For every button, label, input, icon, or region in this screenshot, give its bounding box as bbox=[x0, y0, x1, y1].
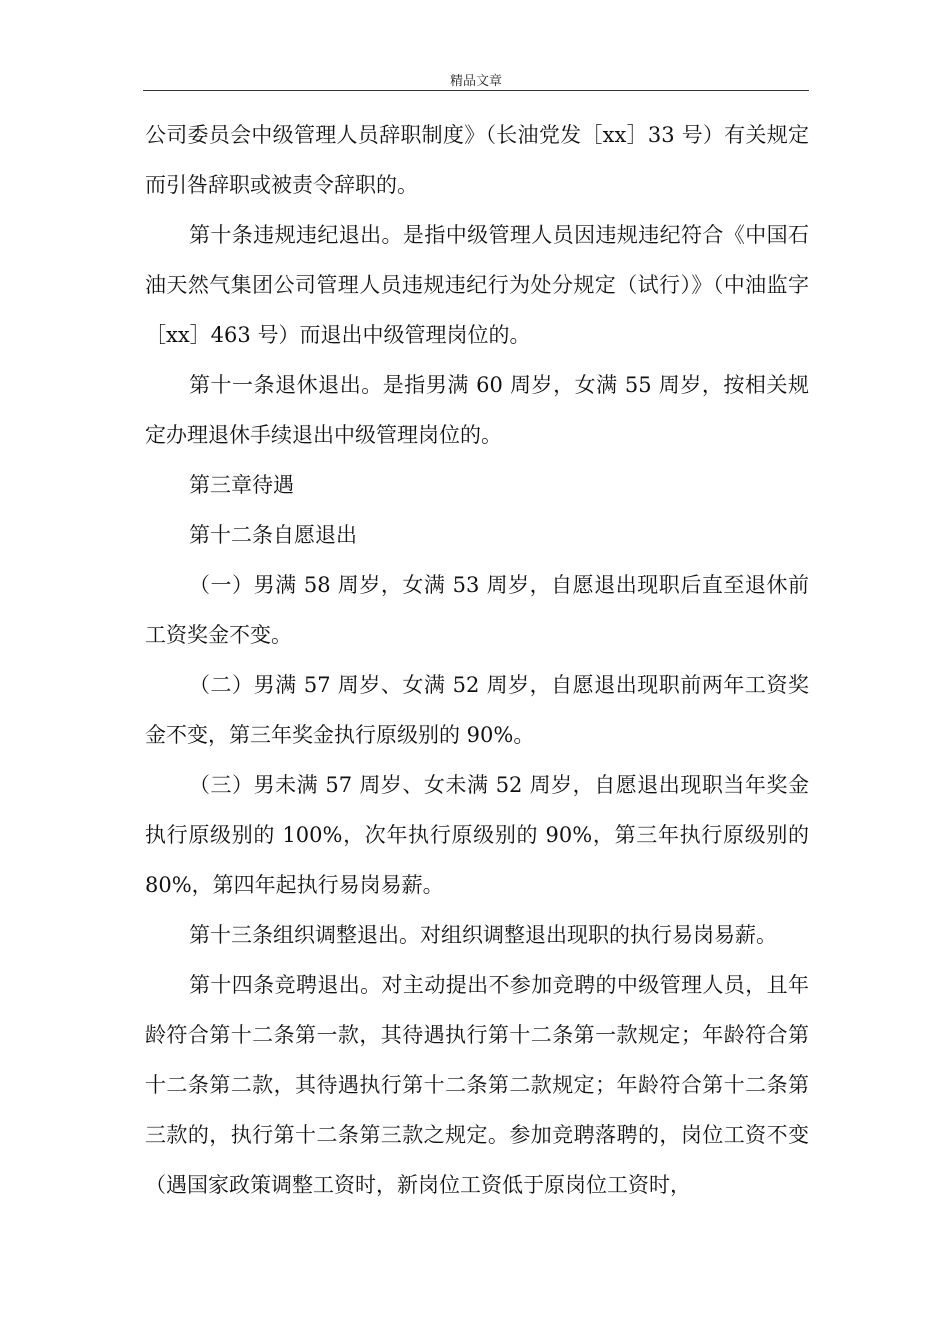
paragraph-resignation-continued: 公司委员会中级管理人员辞职制度》（长油党发［xx］33 号）有关规定而引咎辞职或被责令辞职的。 bbox=[145, 123, 809, 197]
header-divider bbox=[143, 90, 809, 91]
chapter-3-heading: 第三章待遇 bbox=[189, 473, 294, 497]
paragraph-clause-2: （二）男满 57 周岁、女满 52 周岁，自愿退出现职前两年工资奖金不变，第三年奖金执行原级别的 90%。 bbox=[145, 673, 809, 747]
paragraph-clause-3: （三）男未满 57 周岁、女未满 52 周岁，自愿退出现职当年奖金执行原级别的 100%，次年执行原级别的 90%，第三年执行原级别的80%，第四年起执行易岗易薪。 bbox=[145, 773, 809, 897]
paragraph-article-13: 第十三条组织调整退出。对组织调整退出现职的执行易岗易薪。 bbox=[189, 923, 777, 947]
document-body bbox=[145, 110, 809, 1210]
paragraph-article-10: 第十条违规违纪退出。是指中级管理人员因违规违纪符合《中国石油天然气集团公司管理人员违规违纪行为处分规定（试行）》（中油监字［xx］463 号）而退出中级管理岗位的。 bbox=[145, 223, 809, 347]
paragraph-article-12: 第十二条自愿退出 bbox=[189, 523, 357, 547]
paragraph-article-11: 第十一条退休退出。是指男满 60 周岁，女满 55 周岁，按相关规定办理退休手续退出中级管理岗位的。 bbox=[145, 373, 809, 447]
paragraph-clause-1: （一）男满 58 周岁，女满 53 周岁，自愿退出现职后直至退休前工资奖金不变。 bbox=[145, 573, 809, 647]
paragraph-article-14: 第十四条竞聘退出。对主动提出不参加竞聘的中级管理人员，且年龄符合第十二条第一款，其待遇执行第十二条第一款规定；年龄符合第十二条第二款，其待遇执行第十二条第二款规定；年龄符合第十二条第三款的，执行第十二条第三款之规定。参加竞聘落聘的，岗位工资不变（遇国家政策调整工资时，新岗位工资低于原岗位工资时， bbox=[145, 973, 809, 1197]
page-header: 精品文章 bbox=[449, 74, 502, 89]
